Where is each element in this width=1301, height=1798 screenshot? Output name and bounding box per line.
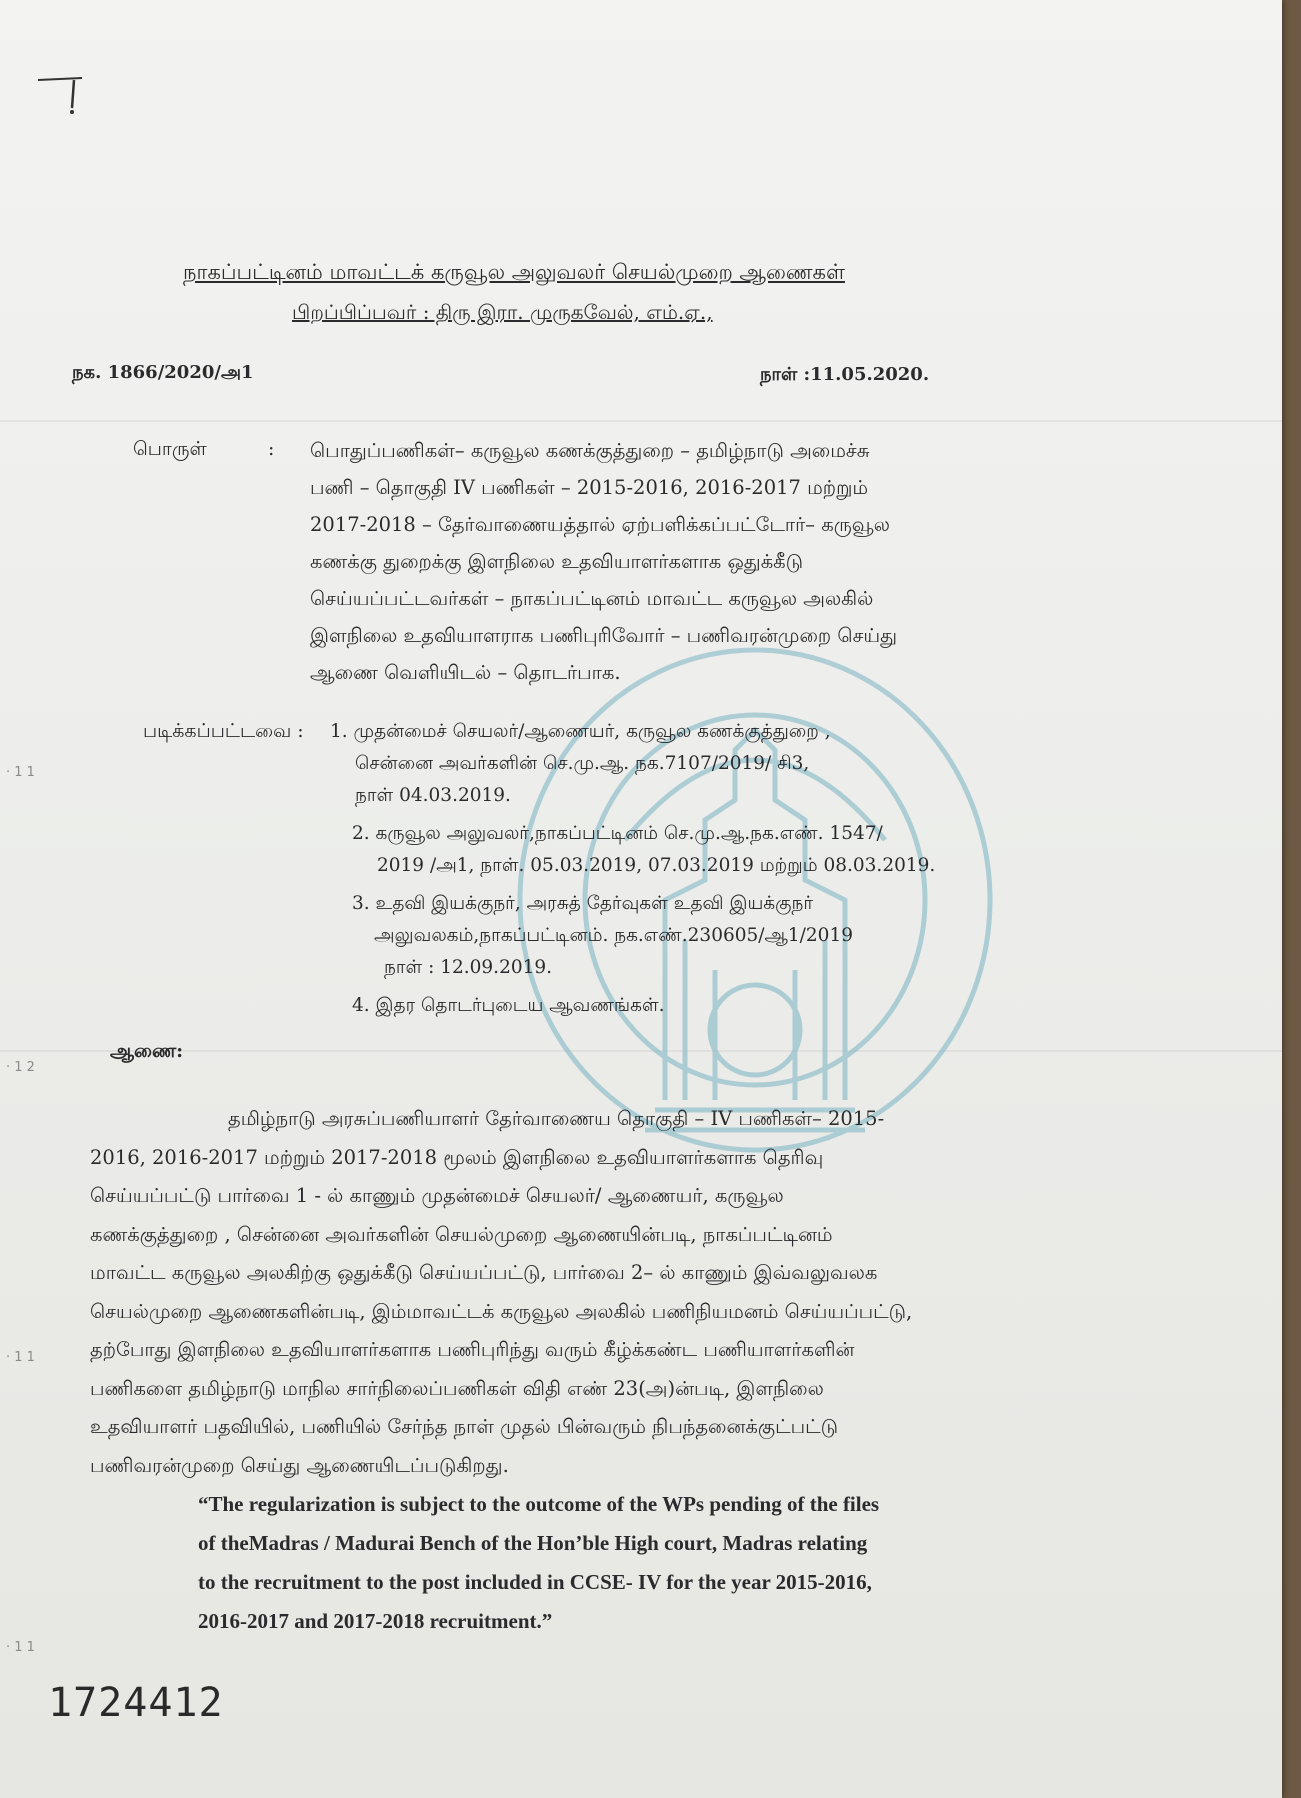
margin-mark: · 1 1 [6, 1640, 35, 1655]
order-body [90, 1100, 912, 1485]
reference-item: 3. உதவி இயக்குநர், அரசுத் தேர்வுகள் உதவி இயக்குநர் அலுவலகம்,நாகப்பட்டினம். நக.எண்.230605/ஆ1/2019 நாள் : 12.09.2019. [352, 893, 853, 978]
order-line: தற்போது இளநிலை உதவியாளர்களாக பணிபுரிந்து வரும் கீழ்க்கண்ட பணியாளர்களின் [90, 1338, 855, 1361]
order-line: 2016, 2016-2017 மற்றும் 2017-2018 மூலம் இளநிலை உதவியாளர்களாக தெரிவு [90, 1145, 824, 1169]
reference-item: 2. கருவூல அலுவலர்,நாகப்பட்டினம் செ.மு.ஆ.நக.எண். 1547/ 2019 /அ1, நாள். 05.03.2019, 07.03.2019 மற்றும் 08.03.2019. [352, 823, 936, 876]
margin-mark: · 1 1 [6, 1350, 35, 1365]
issuer-line: பிறப்பிப்பவர் : திரு இரா. முருகவேல், எம்.ஏ., [292, 300, 713, 324]
order-line: உதவியாளர் பதவியில், பணியில் சேர்ந்த நாள் முதல் பின்வரும் நிபந்தனைக்குட்பட்டு [90, 1415, 839, 1438]
condition-line: to the recruitment to the post included in CCSE- IV for the year 2015-2016, [198, 1570, 872, 1594]
pen-mark-icon [34, 72, 94, 122]
subject-line: இளநிலை உதவியாளராக பணிபுரிவோர் – பணிவரன்முறை செய்து [310, 624, 897, 647]
order-line: செய்யப்பட்டு பார்வை 1 - ல் காணும் முதன்மைச் செயலர்/ ஆணையர், கருவூல [90, 1184, 784, 1207]
subject-line: கணக்கு துறைக்கு இளநிலை உதவியாளர்களாக ஒதுக்கீடு [310, 550, 804, 573]
condition-line: “The regularization is subject to the outcome of the WPs pending of the files [198, 1492, 880, 1516]
order-line: பணிவரன்முறை செய்து ஆணையிடப்படுகிறது. [90, 1453, 509, 1477]
subject-line: செய்யப்பட்டவர்கள் – நாகப்பட்டினம் மாவட்ட கருவூல அலகில் [310, 587, 874, 610]
references-list [330, 716, 935, 1022]
fold-line [0, 420, 1282, 422]
subject-line: பணி – தொகுதி IV பணிகள் – 2015-2016, 2016-2017 மற்றும் [310, 476, 869, 499]
subject-line: ஆணை வெளியிடல் – தொடர்பாக. [310, 661, 621, 684]
subject-line: பொதுப்பணிகள்– கருவூல கணக்குத்துறை – தமிழ்நாடு அமைச்சு [310, 439, 870, 462]
order-line: பணிகளை தமிழ்நாடு மாநில சார்நிலைப்பணிகள் விதி எண் 23(அ)ன்படி, இளநிலை [90, 1376, 824, 1400]
reference-number: நக. 1866/2020/அ1 [72, 362, 254, 383]
subject-line: 2017-2018 – தேர்வாணையத்தால் ஏற்பளிக்கப்பட்டோர்– கருவூல [310, 513, 890, 536]
order-line: கணக்குத்துறை , சென்னை அவர்களின் செயல்முறை ஆணையின்படி, நாகப்பட்டினம் [90, 1222, 833, 1246]
reference-item: 1. முதன்மைச் செயலர்/ஆணையர், கருவூல கணக்குத்துறை , சென்னை அவர்களின் செ.மு.ஆ. நக.7107/2019/ சி3, நாள் 04.03.2019. [330, 721, 831, 806]
subject-label: பொருள் [133, 438, 207, 460]
order-line: செயல்முறை ஆணைகளின்படி, இம்மாவட்டக் கருவூல அலகில் பணிநியமனம் செய்யப்பட்டு, [90, 1299, 913, 1323]
margin-mark: · 1 2 [6, 1060, 35, 1075]
stamp-number: 1724412 [48, 1680, 224, 1726]
reference-item: 4. இதர தொடர்புடைய ஆவணங்கள். [352, 995, 665, 1016]
margin-mark: · 1 1 [6, 765, 35, 780]
references-label: படிக்கப்பட்டவை : [143, 720, 304, 742]
page-title: நாகப்பட்டினம் மாவட்டக் கருவூல அலுவலர் செயல்முறை ஆணைகள் [183, 260, 845, 284]
order-line: தமிழ்நாடு அரசுப்பணியாளர் தேர்வாணைய தொகுதி – IV பணிகள்– 2015- [228, 1107, 885, 1130]
condition-line: 2016-2017 and 2017-2018 recruitment.” [198, 1609, 553, 1633]
reference-date: நாள் :11.05.2020. [760, 364, 930, 385]
subject-text [310, 432, 897, 691]
regularization-condition [198, 1485, 1018, 1641]
order-label: ஆணை: [110, 1040, 184, 1062]
order-line: மாவட்ட கருவூல அலகிற்கு ஒதுக்கீடு செய்யப்பட்டு, பார்வை 2– ல் காணும் இவ்வலுவலக [90, 1261, 878, 1284]
condition-line: of theMadras / Madurai Bench of the Hon’ble High court, Madras relating [198, 1531, 868, 1555]
subject-colon: : [268, 438, 275, 460]
